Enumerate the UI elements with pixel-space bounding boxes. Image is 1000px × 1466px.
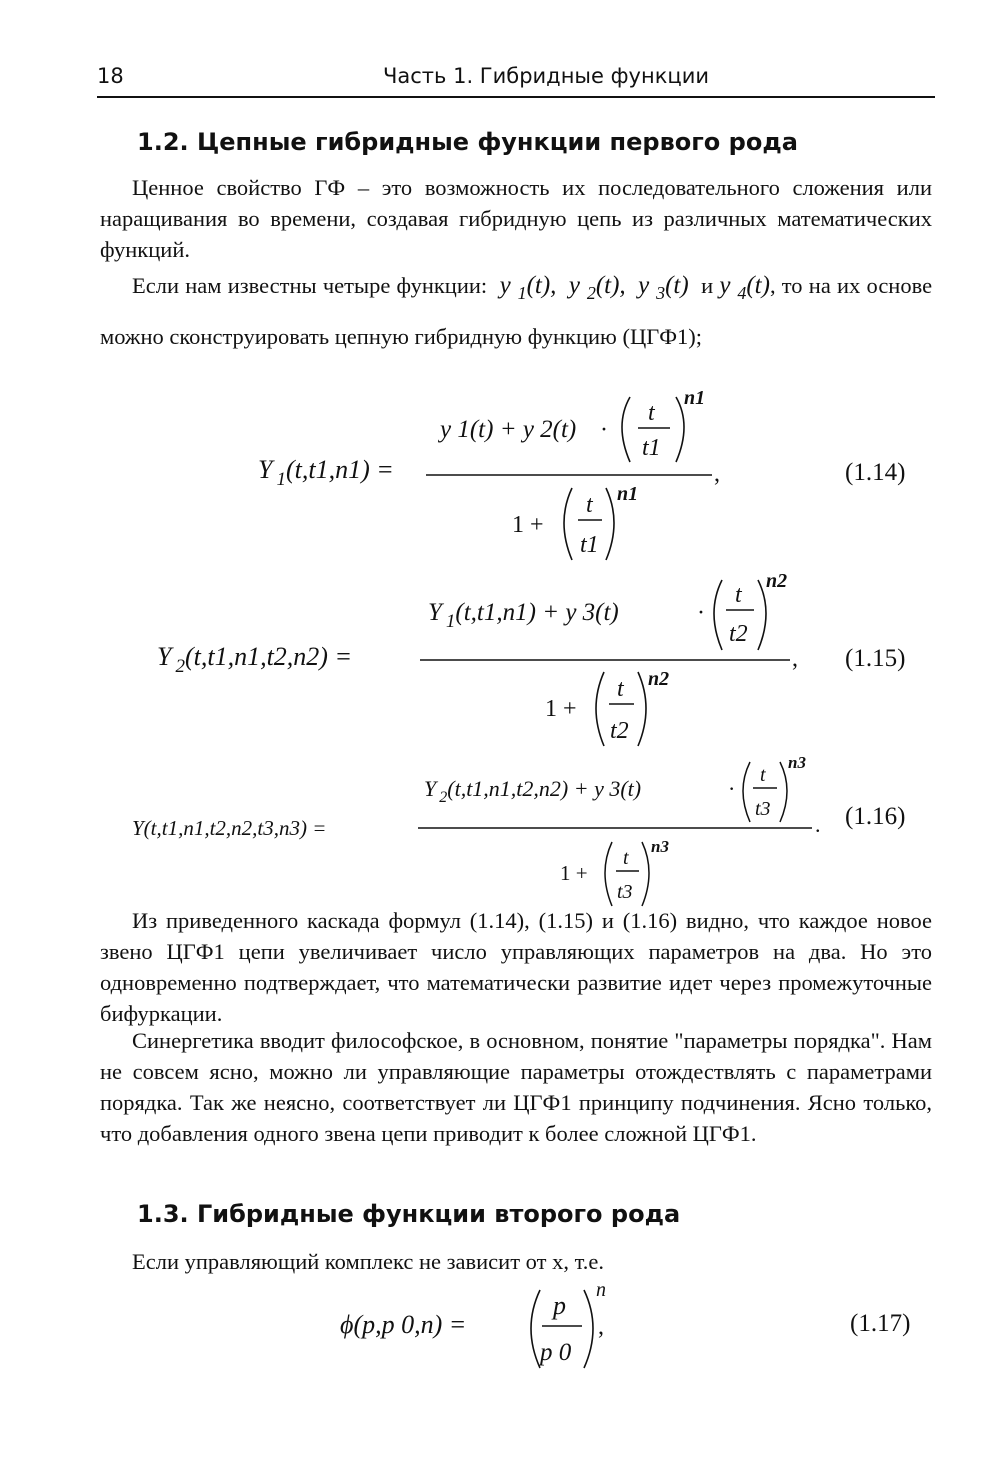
- eq16-den-paren-left: [605, 842, 612, 906]
- eq14-ratio-num: t: [648, 400, 655, 426]
- eq17-number: (1.17): [850, 1310, 911, 1337]
- eq15-paren-left: [714, 580, 722, 650]
- eq14-den-one: 1 +: [512, 512, 544, 538]
- eq15-paren-right: [758, 580, 766, 650]
- eq14-numerator: y 1(t) + y 2(t): [440, 416, 577, 443]
- eq17-lhs: ϕ(p,p 0,n) =: [340, 1310, 467, 1339]
- equation-1-16: [132, 753, 821, 906]
- equation-1-17: [340, 1279, 606, 1368]
- eq15-den-ratio-den: t2: [610, 718, 629, 744]
- eq15-lhs: Y $_2$(t,t1,n1,t2,n2) =: [157, 642, 353, 677]
- eq14-paren-right: [676, 397, 684, 462]
- inline-y3: y $_3$(t): [638, 272, 689, 303]
- section-title-1-2: 1.2. Цепные гибридные функции первого рода: [137, 128, 798, 156]
- eq15-dot: ·: [697, 600, 705, 626]
- eq16-den-ratio-num: t: [623, 847, 629, 869]
- eq16-paren-right: [780, 762, 787, 822]
- eq16-den-ratio-den: t3: [617, 881, 633, 903]
- paragraph-4: Синергетика вводит философское, в основном, понятие "параметры порядка". Нам не совсем ясно, можно ли управляющие параметры отождествлять с параметрами порядка. Так же неясно, соответствует ли ЦГФ1 принципу подчинения. Ясно только, что добавления одного звена цепи приводит к более сложной ЦГФ1.: [100, 1028, 932, 1146]
- eq14-den-paren-right: [606, 488, 614, 560]
- eq17-ratio-num: p: [553, 1291, 566, 1320]
- inline-y2: y $_2$(t),: [568, 272, 626, 303]
- eq17-paren-left: [531, 1290, 540, 1368]
- eq16-den-one: 1 +: [560, 861, 588, 885]
- eq16-ratio-den: t3: [755, 798, 771, 820]
- eq15-numerator: Y $_1$(t,t1,n1) + y 3(t): [428, 599, 619, 632]
- eq15-ratio-num: t: [735, 582, 742, 608]
- eq15-den-ratio-num: t: [617, 676, 624, 702]
- eq16-den-paren-right: [642, 842, 649, 906]
- inline-y4: y $_4$(t): [719, 272, 770, 303]
- section-title-1-3: 1.3. Гибридные функции второго рода: [137, 1200, 681, 1228]
- eq14-dot: ·: [600, 417, 608, 443]
- equation-1-15: [157, 570, 798, 746]
- eq15-den-paren-left: [596, 672, 604, 746]
- eq15-number: (1.15): [845, 645, 906, 672]
- eq16-dot: ·: [728, 776, 736, 801]
- eq14-den-ratio-num: t: [586, 492, 593, 518]
- eq14-den-exp: n1: [617, 483, 639, 505]
- eq14-paren-left: [622, 397, 630, 462]
- paragraph-3: Из приведенного каскада формул (1.14), (1.15) и (1.16) видно, что каждое новое звено ЦГФ1 цепи увеличивает число управляющих параметров на два. Но это одновременно подтверждает, что математически развитие идет через промежуточные бифуркации.: [100, 908, 932, 1026]
- eq14-ratio-den: t1: [642, 435, 661, 461]
- eq14-exp: n1: [684, 387, 706, 409]
- eq14-lhs: Y $_1$(t,t1,n1) =: [258, 455, 394, 490]
- eq16-numerator: Y $_2$(t,t1,n1,t2,n2) + y 3(t): [424, 776, 642, 806]
- eq16-paren-left: [743, 762, 750, 822]
- eq14-trail: ,: [714, 461, 720, 487]
- eq14-den-ratio-den: t1: [580, 532, 599, 558]
- eq16-trail: .: [815, 812, 821, 837]
- eq16-lhs: Y(t,t1,n1,t2,n2,t3,n3) =: [132, 816, 327, 840]
- paragraph-1: Ценное свойство ГФ – это возможность их последовательного сложения или наращивания во времени, создавая гибридную цепь из различных математических функций.: [100, 175, 932, 262]
- eq17-trail: ,: [598, 1314, 604, 1340]
- eq17-exp: n: [596, 1279, 606, 1301]
- eq15-den-one: 1 +: [545, 696, 577, 722]
- running-title: Часть 1. Гибридные функции: [382, 64, 709, 88]
- page-number: 18: [97, 64, 124, 88]
- eq16-number: (1.16): [845, 803, 906, 830]
- eq16-den-exp: n3: [651, 837, 669, 856]
- inline-y1: y $_1$(t),: [499, 272, 557, 303]
- eq16-ratio-num: t: [760, 764, 766, 786]
- eq14-number: (1.14): [845, 459, 906, 486]
- eq16-exp: n3: [788, 753, 806, 772]
- eq15-den-exp: n2: [648, 668, 670, 690]
- eq15-den-paren-right: [638, 672, 646, 746]
- eq17-paren-right: [584, 1290, 593, 1368]
- eq14-den-paren-left: [564, 488, 572, 560]
- eq15-trail: ,: [792, 646, 798, 672]
- eq15-ratio-den: t2: [729, 621, 748, 647]
- eq17-ratio-den: p 0: [540, 1339, 572, 1366]
- paragraph-2: Если нам известны четыре функции: y $_1$(t), y $_2$(t), y $_3$(t) и y $_4$(t), то на их основе можно сконструировать цепную гибридную функцию (ЦГФ1);: [100, 272, 933, 349]
- eq15-exp: n2: [766, 570, 788, 592]
- paragraph-5: Если управляющий комплекс не зависит от x, т.е.: [132, 1249, 604, 1274]
- equation-1-14: [258, 387, 720, 560]
